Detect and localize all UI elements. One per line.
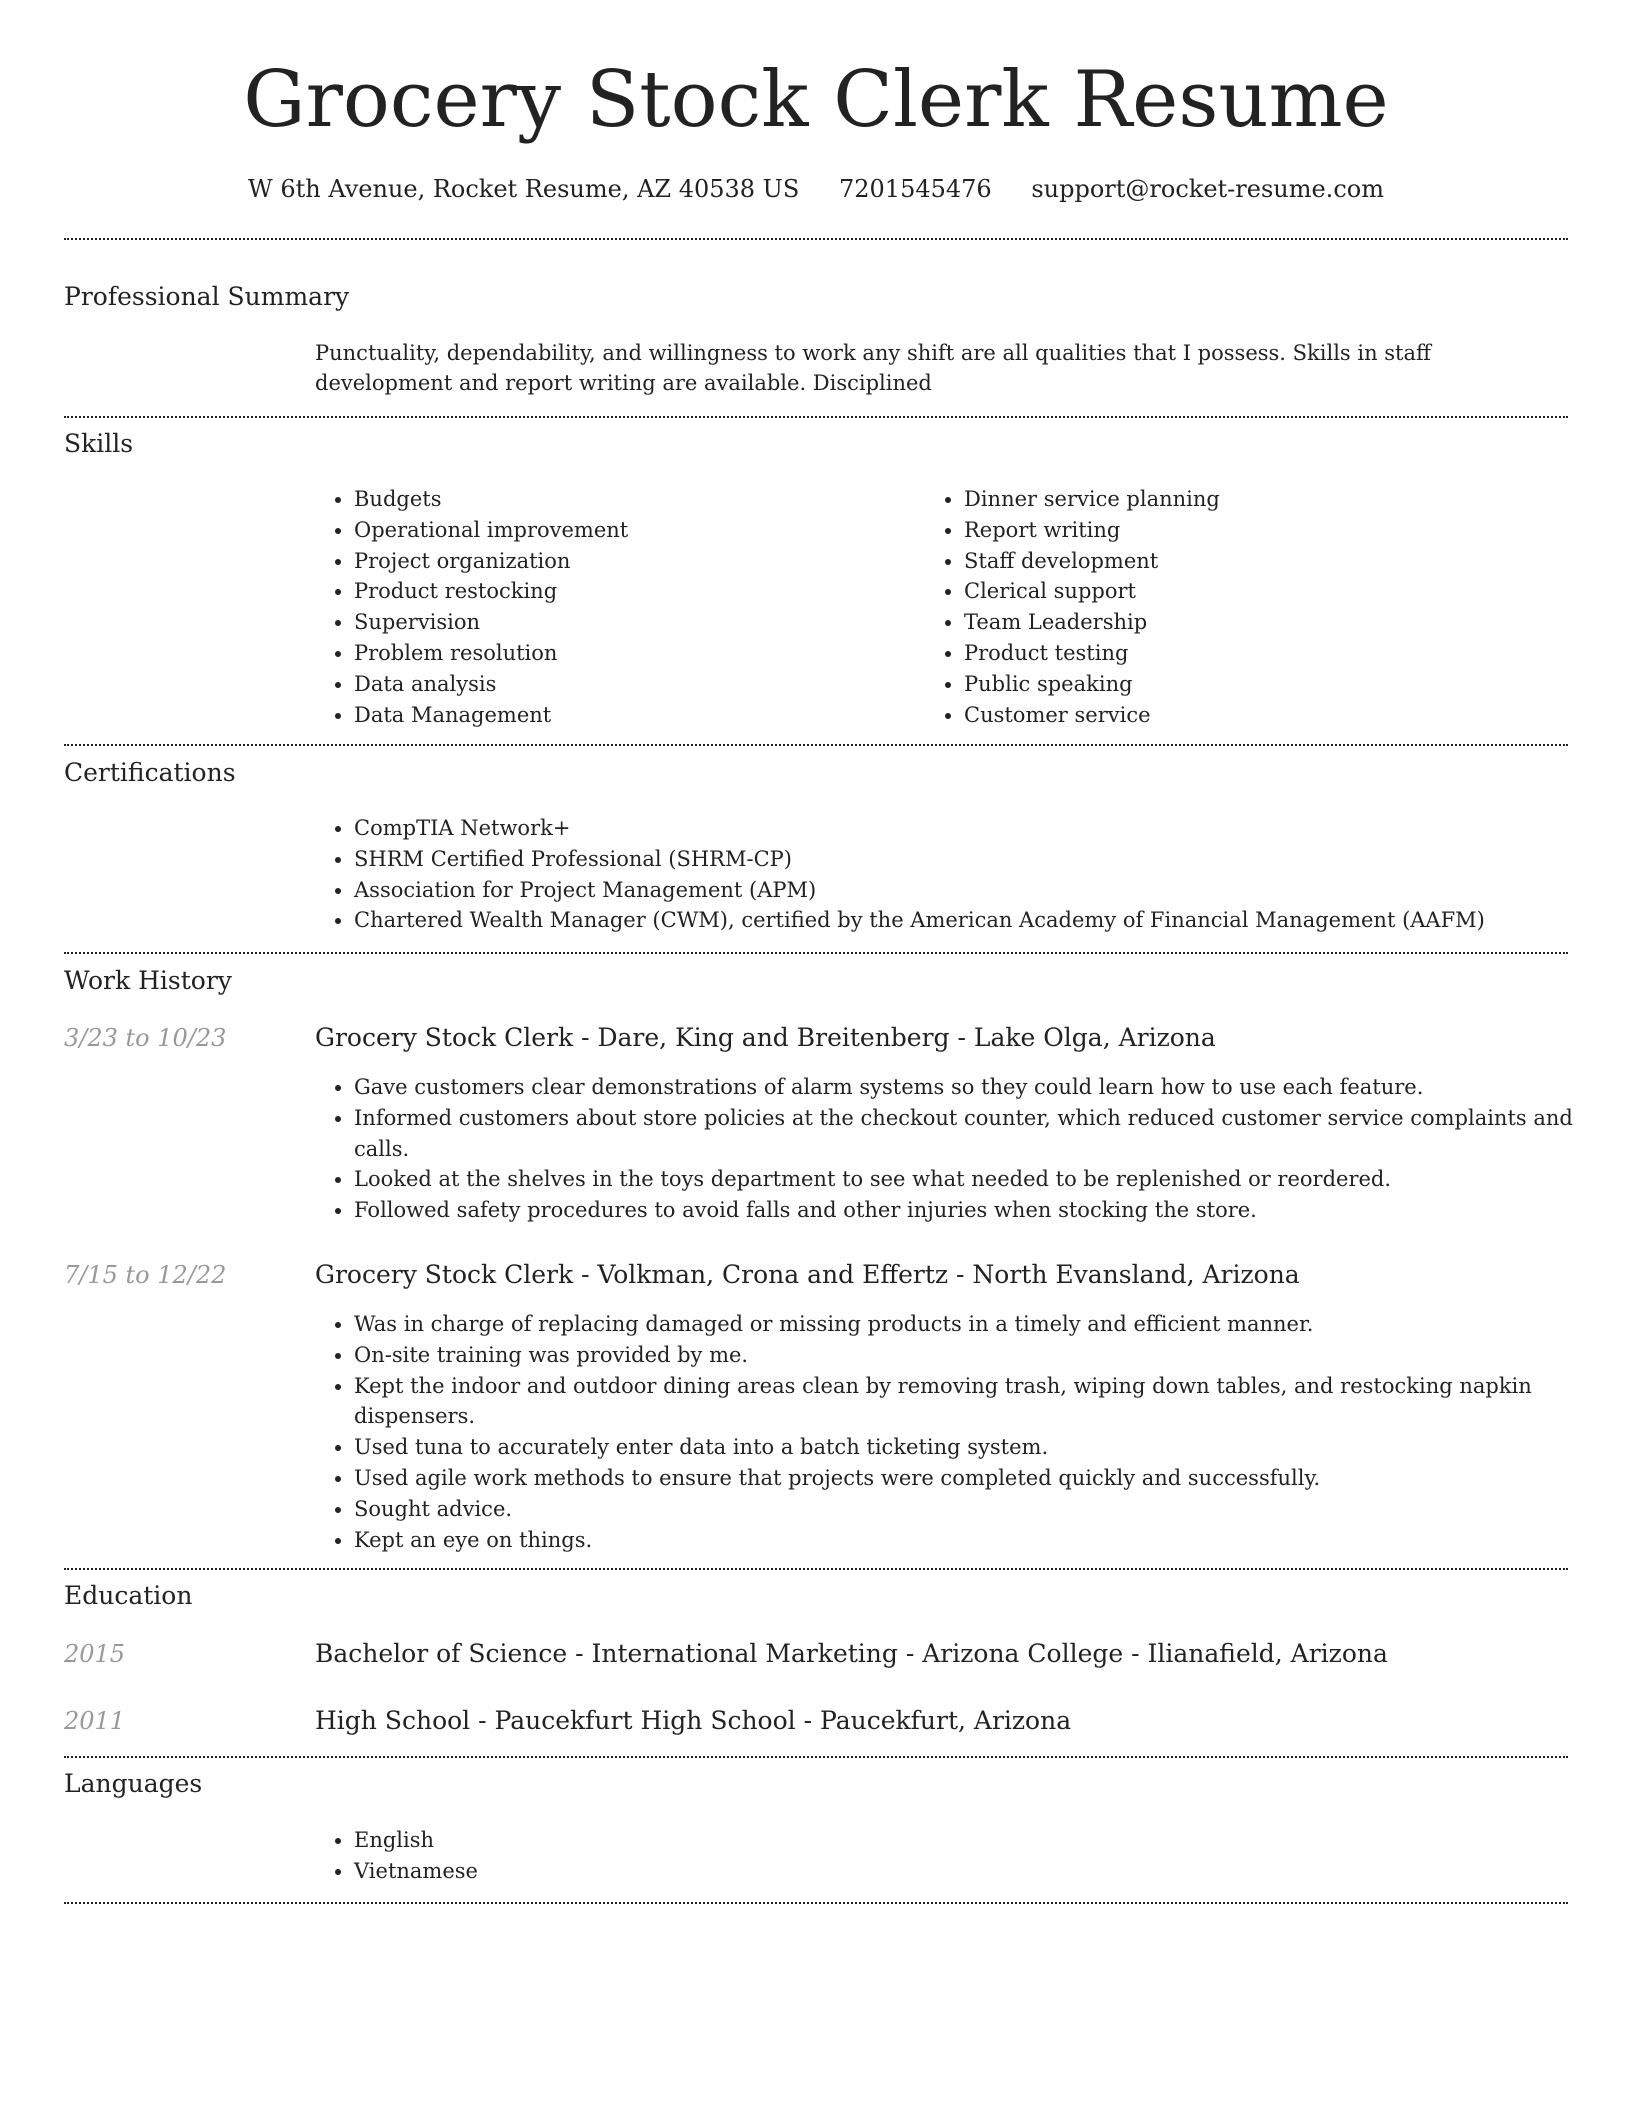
summary-text: Punctuality, dependability, and willingness to work any shift are all qualities that I possess. Skills in staff development and report writing are available. Disciplined: [315, 341, 1431, 395]
skills-list-left: [310, 484, 914, 730]
list-item: • Used tuna to accurately enter data into a batch ticketing system.: [354, 1432, 1604, 1463]
contact-phone: 7201545476: [839, 175, 992, 203]
section-divider: [64, 1756, 1568, 1758]
list-item: • Customer service: [964, 700, 1564, 731]
skills-heading: Skills: [64, 429, 134, 458]
list-item: • Problem resolution: [354, 638, 914, 669]
list-item: • Vietnamese: [354, 1856, 1604, 1887]
job-bullets: [310, 1072, 1604, 1226]
list-item: • Informed customers about store policies at the checkout counter, which reduced customer service complaints and calls.: [354, 1103, 1604, 1165]
list-item: • Project organization: [354, 546, 914, 577]
job-employer: - Volkman, Crona and Effertz - North Evansland, Arizona: [573, 1260, 1300, 1289]
list-item: • Looked at the shelves in the toys department to see what needed to be replenished or reordered.: [354, 1164, 1604, 1195]
job-title: [315, 1021, 1216, 1055]
section-divider: [64, 744, 1568, 746]
section-divider: [64, 1902, 1568, 1904]
list-item: • Supervision: [354, 607, 914, 638]
list-item: • Staff development: [964, 546, 1564, 577]
list-item: • Kept the indoor and outdoor dining areas clean by removing trash, wiping down tables, and restocking napkin dispensers.: [354, 1371, 1604, 1433]
education-degree: High School: [315, 1706, 471, 1735]
contact-address: W 6th Avenue, Rocket Resume, AZ 40538 US: [248, 175, 800, 203]
list-item: • Product restocking: [354, 576, 914, 607]
list-item: • Product testing: [964, 638, 1564, 669]
education-entry: [315, 1704, 1071, 1738]
job-role: Grocery Stock Clerk: [315, 1023, 574, 1052]
list-item: • Operational improvement: [354, 515, 914, 546]
list-item: • On-site training was provided by me.: [354, 1340, 1604, 1371]
job-dates: 7/15 to 12/22: [64, 1261, 227, 1289]
list-item: • Kept an eye on things.: [354, 1525, 1604, 1556]
education-entry: [315, 1637, 1388, 1671]
job-employer: - Dare, King and Breitenberg - Lake Olga, Arizona: [573, 1023, 1216, 1052]
summary-heading: Professional Summary: [64, 282, 350, 311]
section-divider: [64, 952, 1568, 954]
education-year: 2011: [64, 1707, 126, 1735]
list-item: • Team Leadership: [964, 607, 1564, 638]
job-bullets: [310, 1309, 1604, 1555]
work-history-heading: Work History: [64, 966, 232, 995]
section-divider: [64, 238, 1568, 240]
list-item: • Sought advice.: [354, 1494, 1604, 1525]
education-details: - International Marketing - Arizona College - Ilianafield, Arizona: [567, 1639, 1388, 1668]
contact-email: support@rocket-resume.com: [1031, 175, 1384, 203]
job-dates: 3/23 to 10/23: [64, 1024, 227, 1052]
skills-list-right: [920, 484, 1564, 730]
section-divider: [64, 1568, 1568, 1570]
list-item: • Data analysis: [354, 669, 914, 700]
list-item: • Used agile work methods to ensure that projects were completed quickly and successfully.: [354, 1463, 1604, 1494]
list-item: • SHRM Certified Professional (SHRM-CP): [354, 844, 1604, 875]
list-item: • Public speaking: [964, 669, 1564, 700]
job-title: [315, 1258, 1300, 1292]
contact-line: [0, 172, 1632, 206]
education-details: - Paucekfurt High School - Paucekfurt, Arizona: [470, 1706, 1072, 1735]
education-heading: Education: [64, 1581, 193, 1610]
list-item: • Report writing: [964, 515, 1564, 546]
list-item: • English: [354, 1825, 1604, 1856]
list-item: • Gave customers clear demonstrations of alarm systems so they could learn how to use each feature.: [354, 1072, 1604, 1103]
list-item: • Was in charge of replacing damaged or missing products in a timely and efficient manner.: [354, 1309, 1604, 1340]
section-divider: [64, 416, 1568, 418]
list-item: • CompTIA Network+: [354, 813, 1604, 844]
certifications-heading: Certifications: [64, 758, 236, 787]
list-item: • Association for Project Management (APM): [354, 875, 1604, 906]
list-item: • Dinner service planning: [964, 484, 1564, 515]
resume-title: Grocery Stock Clerk Resume: [243, 55, 1389, 145]
education-year: 2015: [64, 1640, 126, 1668]
job-role: Grocery Stock Clerk: [315, 1260, 574, 1289]
list-item: • Chartered Wealth Manager (CWM), certified by the American Academy of Financial Management (AAFM): [354, 905, 1604, 936]
list-item: • Followed safety procedures to avoid falls and other injuries when stocking the store.: [354, 1195, 1604, 1226]
list-item: • Clerical support: [964, 576, 1564, 607]
education-degree: Bachelor of Science: [315, 1639, 568, 1668]
list-item: • Budgets: [354, 484, 914, 515]
languages-heading: Languages: [64, 1769, 203, 1798]
list-item: • Data Management: [354, 700, 914, 731]
languages-list: [310, 1825, 1604, 1887]
certifications-list: [310, 813, 1604, 936]
